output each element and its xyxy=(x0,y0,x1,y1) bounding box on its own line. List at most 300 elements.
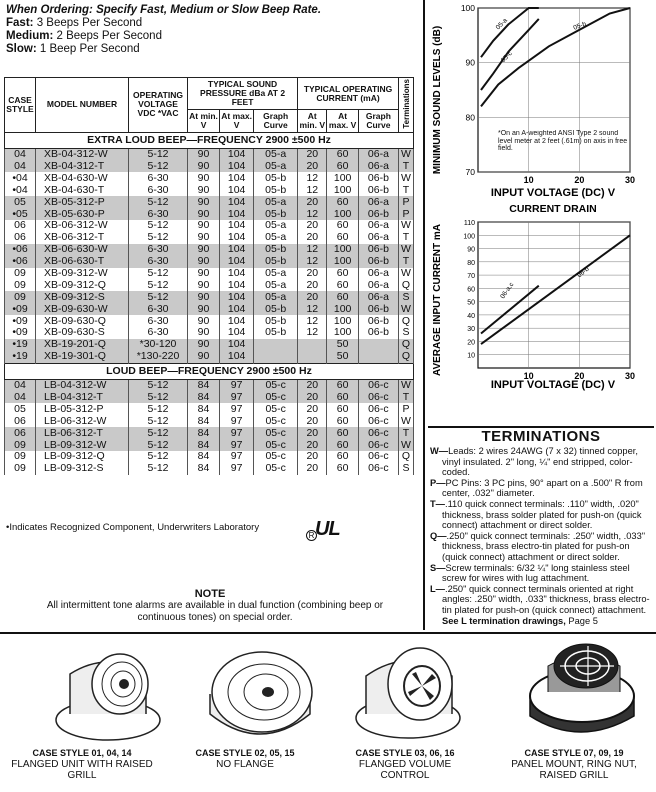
cell-cmax: 60 xyxy=(327,220,358,232)
cell-cmin: 12 xyxy=(298,256,327,268)
cell-cmax: 60 xyxy=(327,232,358,244)
cell-smin: 84 xyxy=(188,392,220,404)
cell-model: XB-05-630-P xyxy=(36,208,129,220)
cell-cg: 06-b xyxy=(358,256,398,268)
case-style-4-caption: CASE STYLE 07, 09, 19 PANEL MOUNT, RING NUT, RAISED GRILL xyxy=(511,748,637,781)
cell-cmin: 20 xyxy=(298,403,327,415)
table-row xyxy=(5,339,414,351)
c1-xtick: 20 xyxy=(574,175,585,185)
cell-smax: 104 xyxy=(220,303,254,315)
cell-model: XB-09-312-Q xyxy=(36,279,129,291)
see-ref: See L termination drawings, xyxy=(442,615,566,626)
cell-case: 06 xyxy=(5,220,36,232)
table-row xyxy=(5,403,414,415)
cell-cmax: 60 xyxy=(327,439,358,451)
col-case-style: CASE STYLE xyxy=(5,78,36,133)
cell-case: •06 xyxy=(5,256,36,268)
cell-volt: *30-120 xyxy=(129,339,188,351)
cell-smax: 104 xyxy=(220,268,254,280)
col-sound-min: At min. V xyxy=(188,110,220,133)
cell-smax: 104 xyxy=(220,279,254,291)
cell-cmin: 20 xyxy=(298,220,327,232)
c2-series-label: 06-b xyxy=(576,265,591,280)
cell-cmax: 100 xyxy=(327,327,358,339)
cell-smin: 90 xyxy=(188,327,220,339)
cell-smax: 104 xyxy=(220,244,254,256)
cell-sg: 05-a xyxy=(254,232,298,244)
c2-ytick: 30 xyxy=(467,326,475,334)
cell-case: 09 xyxy=(5,291,36,303)
c2-ytick: 40 xyxy=(467,312,475,320)
termination-text: .110 quick connect terminals: .110" width, .020" thickness, brass solder plated for push-on (quick connect) attachment or direct solder. xyxy=(442,498,642,531)
cell-model: LB-04-312-W xyxy=(36,379,129,391)
c1-ytick: 90 xyxy=(465,57,475,68)
loud-section xyxy=(5,363,414,475)
cell-smax: 104 xyxy=(220,291,254,303)
termination-code: W— xyxy=(430,446,449,456)
cell-model: XB-04-312-W xyxy=(36,148,129,160)
cell-smax: 104 xyxy=(220,220,254,232)
table-row xyxy=(5,208,414,220)
cell-cg: 06-c xyxy=(358,403,398,415)
cell-cmin: 12 xyxy=(298,244,327,256)
col-sound-graph: Graph Curve xyxy=(254,110,298,133)
table-row xyxy=(5,315,414,327)
cell-model: XB-06-630-W xyxy=(36,244,129,256)
table-row xyxy=(5,148,414,160)
cell-smax: 97 xyxy=(220,379,254,391)
terminations-title: TERMINATIONS xyxy=(481,428,601,445)
cell-cmin: 12 xyxy=(298,184,327,196)
cell-term: P xyxy=(399,196,414,208)
section-title-extra-loud: EXTRA LOUD BEEP—FREQUENCY 2900 ±500 Hz xyxy=(5,132,414,148)
table-row xyxy=(5,351,414,363)
table-row xyxy=(5,220,414,232)
cell-model: XB-05-312-P xyxy=(36,196,129,208)
termination-code: Q— xyxy=(430,530,447,541)
c2-xtick: 10 xyxy=(523,371,534,381)
cell-smin: 84 xyxy=(188,403,220,415)
cell-cmin: 20 xyxy=(298,148,327,160)
cell-cg: 06-a xyxy=(358,291,398,303)
cell-model: LB-09-312-W xyxy=(36,439,129,451)
cell-term: W xyxy=(399,268,414,280)
extra-loud-section xyxy=(5,132,414,363)
c2-ytick: 110 xyxy=(463,220,475,227)
cell-cmax: 100 xyxy=(327,184,358,196)
cell-sg: 05-a xyxy=(254,268,298,280)
cell-smin: 90 xyxy=(188,303,220,315)
termination-code: P— xyxy=(430,477,446,488)
cell-smin: 90 xyxy=(188,232,220,244)
cell-case: •04 xyxy=(5,184,36,196)
cell-cmax: 50 xyxy=(327,339,358,351)
cell-smax: 97 xyxy=(220,439,254,451)
cell-smin: 90 xyxy=(188,351,220,363)
case-illustrations xyxy=(0,636,656,748)
cell-cmin: 20 xyxy=(298,463,327,475)
section-title-loud: LOUD BEEP—FREQUENCY 2900 ±500 Hz xyxy=(5,363,414,379)
termination-code: S— xyxy=(430,562,446,573)
cell-sg: 05-c xyxy=(254,379,298,391)
cell-smax: 104 xyxy=(220,232,254,244)
cell-case: •04 xyxy=(5,172,36,184)
case-style-1-caption: CASE STYLE 01, 04, 14 FLANGED UNIT WITH RAISED GRILL xyxy=(11,748,153,781)
cell-term: W xyxy=(399,148,414,160)
cell-cmin: 20 xyxy=(298,279,327,291)
cell-cmax: 60 xyxy=(327,148,358,160)
cell-sg: 05-b xyxy=(254,244,298,256)
cell-sg: 05-b xyxy=(254,327,298,339)
table-row xyxy=(5,427,414,439)
cell-volt: 5-12 xyxy=(129,279,188,291)
cell-smin: 90 xyxy=(188,279,220,291)
termination-item xyxy=(430,530,652,563)
c2-ytick: 20 xyxy=(467,339,475,347)
cell-volt: *130-220 xyxy=(129,351,188,363)
cell-smax: 104 xyxy=(220,256,254,268)
chart2-xlabel: INPUT VOLTAGE (DC) V xyxy=(490,379,616,391)
cell-smin: 90 xyxy=(188,268,220,280)
cell-case: 05 xyxy=(5,196,36,208)
cell-cmin: 20 xyxy=(298,392,327,404)
termination-code: T— xyxy=(430,498,445,509)
cell-term: Q xyxy=(399,315,414,327)
cell-cmax: 60 xyxy=(327,196,358,208)
cell-cmin: 20 xyxy=(298,427,327,439)
c2-xtick: 20 xyxy=(574,371,585,381)
cell-term: T xyxy=(399,392,414,404)
case-style-4-illustration xyxy=(530,644,634,732)
bottom-divider xyxy=(0,632,656,634)
ordering-title: When Ordering: Specify Fast, Medium or Slow Beep Rate. xyxy=(6,4,322,16)
c2-ytick: 10 xyxy=(467,352,475,360)
cell-cg xyxy=(358,351,398,363)
case-style-3-illustration xyxy=(356,648,460,738)
cell-cmax: 60 xyxy=(327,279,358,291)
cell-term: Q xyxy=(399,351,414,363)
cell-term: S xyxy=(399,327,414,339)
table-row xyxy=(5,451,414,463)
cell-term: Q xyxy=(399,451,414,463)
termination-item xyxy=(430,583,652,626)
cell-volt: 6-30 xyxy=(129,327,188,339)
cell-volt: 6-30 xyxy=(129,208,188,220)
cell-sg: 05-a xyxy=(254,279,298,291)
cell-cmax: 60 xyxy=(327,403,358,415)
cell-term: W xyxy=(399,303,414,315)
cell-term: W xyxy=(399,244,414,256)
cell-cmin: 20 xyxy=(298,232,327,244)
cell-smin: 90 xyxy=(188,291,220,303)
cell-sg xyxy=(254,339,298,351)
cell-cmax: 100 xyxy=(327,256,358,268)
termination-text: PC Pins: 3 PC pins, 90° apart on a .500" R from center, .032" diameter. xyxy=(442,477,643,499)
cell-volt: 5-12 xyxy=(129,392,188,404)
ul-note: •Indicates Recognized Component, Underwriters Laboratory xyxy=(6,522,260,533)
cell-model: LB-06-312-W xyxy=(36,415,129,427)
cell-case: •05 xyxy=(5,208,36,220)
table-row xyxy=(5,463,414,475)
cell-smax: 97 xyxy=(220,427,254,439)
table-row xyxy=(5,268,414,280)
cell-smax: 104 xyxy=(220,315,254,327)
cell-cmin: 20 xyxy=(298,415,327,427)
cell-volt: 5-12 xyxy=(129,196,188,208)
spec-table xyxy=(4,77,414,475)
cell-sg: 05-a xyxy=(254,148,298,160)
c1-series-label: 05-c xyxy=(499,50,514,65)
cell-smax: 104 xyxy=(220,161,254,173)
cell-cmax: 100 xyxy=(327,315,358,327)
cell-sg: 05-c xyxy=(254,403,298,415)
cell-cmin: 20 xyxy=(298,451,327,463)
table-row xyxy=(5,291,414,303)
cell-cg xyxy=(358,339,398,351)
cell-model: XB-04-312-T xyxy=(36,161,129,173)
table-row xyxy=(5,244,414,256)
cell-volt: 5-12 xyxy=(129,415,188,427)
cell-sg: 05-c xyxy=(254,427,298,439)
cell-smin: 84 xyxy=(188,451,220,463)
cell-cmax: 60 xyxy=(327,268,358,280)
cell-cg: 06-a xyxy=(358,279,398,291)
sound-level-chart xyxy=(428,0,654,200)
cell-cg: 06-b xyxy=(358,208,398,220)
cell-cg: 06-b xyxy=(358,315,398,327)
cell-model: XB-09-630-W xyxy=(36,303,129,315)
cell-smin: 90 xyxy=(188,256,220,268)
cell-cg: 06-b xyxy=(358,184,398,196)
cell-volt: 5-12 xyxy=(129,463,188,475)
cell-smin: 84 xyxy=(188,427,220,439)
cell-case: •06 xyxy=(5,244,36,256)
table-row xyxy=(5,172,414,184)
cell-sg: 05-b xyxy=(254,172,298,184)
cell-smin: 90 xyxy=(188,148,220,160)
chart2-grid xyxy=(463,220,635,381)
cell-volt: 5-12 xyxy=(129,427,188,439)
c2-ytick: 80 xyxy=(467,259,475,267)
cell-volt: 5-12 xyxy=(129,161,188,173)
cell-model: LB-06-312-T xyxy=(36,427,129,439)
cell-term: S xyxy=(399,463,414,475)
cell-case: 06 xyxy=(5,427,36,439)
cell-cmax: 100 xyxy=(327,244,358,256)
cell-smax: 97 xyxy=(220,463,254,475)
case-style-3-caption: CASE STYLE 03, 06, 16 FLANGED VOLUME CONTROL xyxy=(355,748,455,781)
cell-cg: 06-a xyxy=(358,161,398,173)
page-ref: Page 5 xyxy=(568,615,598,626)
cell-term: P xyxy=(399,403,414,415)
cell-smin: 90 xyxy=(188,220,220,232)
cell-case: 04 xyxy=(5,148,36,160)
cell-term: Q xyxy=(399,279,414,291)
cell-case: 05 xyxy=(5,403,36,415)
cell-model: XB-19-301-Q xyxy=(36,351,129,363)
cell-cmax: 60 xyxy=(327,161,358,173)
cell-sg: 05-c xyxy=(254,439,298,451)
cell-model: LB-09-312-S xyxy=(36,463,129,475)
cell-smax: 104 xyxy=(220,351,254,363)
table-row xyxy=(5,327,414,339)
cell-volt: 5-12 xyxy=(129,232,188,244)
cell-cg: 06-b xyxy=(358,327,398,339)
cell-cmax: 60 xyxy=(327,463,358,475)
cell-term: P xyxy=(399,208,414,220)
cell-case: •09 xyxy=(5,303,36,315)
cell-case: 09 xyxy=(5,268,36,280)
termination-text: Screw terminals: 6/32 ¼" long stainless steel screw for wires with lug attachment. xyxy=(442,562,630,584)
beep-rate-fast: Fast: 3 Beeps Per Second xyxy=(6,17,143,29)
termination-item xyxy=(430,498,652,531)
cell-sg: 05-a xyxy=(254,196,298,208)
cell-cg: 06-a xyxy=(358,148,398,160)
cell-case: 04 xyxy=(5,392,36,404)
cell-volt: 6-30 xyxy=(129,244,188,256)
cell-smax: 104 xyxy=(220,208,254,220)
col-current-min: At min. V xyxy=(298,110,327,133)
cell-volt: 6-30 xyxy=(129,172,188,184)
cell-smax: 104 xyxy=(220,184,254,196)
cell-cmin xyxy=(298,339,327,351)
cell-case: 09 xyxy=(5,439,36,451)
cell-sg: 05-b xyxy=(254,208,298,220)
chart2-ylabel: AVERAGE INPUT CURRENT mA xyxy=(432,223,443,377)
c1-xtick: 30 xyxy=(624,175,636,185)
cell-case: 09 xyxy=(5,451,36,463)
cell-cmin: 12 xyxy=(298,315,327,327)
cell-volt: 6-30 xyxy=(129,303,188,315)
cell-model: LB-04-312-T xyxy=(36,392,129,404)
note-body: All intermittent tone alarms are available in dual function (combining beep or continuous tones) on special order. xyxy=(46,600,384,623)
chart2-lines xyxy=(481,235,630,344)
cell-sg xyxy=(254,351,298,363)
chart2-title: CURRENT DRAIN xyxy=(509,203,597,215)
cell-term: Q xyxy=(399,339,414,351)
table-row xyxy=(5,279,414,291)
cell-term: T xyxy=(399,232,414,244)
termination-text: .250" quick connect terminals oriented at right angles: .250" width, .033" thickness, brass electro-tin plated for push-on (quick connect) attachment. xyxy=(442,583,650,615)
cell-cg: 06-a xyxy=(358,196,398,208)
cell-smin: 84 xyxy=(188,463,220,475)
table-row xyxy=(5,379,414,391)
cell-cg: 06-c xyxy=(358,427,398,439)
cell-model: XB-09-312-W xyxy=(36,268,129,280)
cell-cg: 06-b xyxy=(358,303,398,315)
cell-sg: 05-a xyxy=(254,291,298,303)
cell-term: W xyxy=(399,172,414,184)
cell-case: 09 xyxy=(5,279,36,291)
cell-smin: 90 xyxy=(188,196,220,208)
cell-model: XB-06-630-T xyxy=(36,256,129,268)
c2-series-label: 06-a,c xyxy=(499,281,516,301)
cell-cmin: 12 xyxy=(298,172,327,184)
cell-volt: 5-12 xyxy=(129,439,188,451)
cell-cg: 06-c xyxy=(358,439,398,451)
cell-volt: 5-12 xyxy=(129,148,188,160)
termination-text: .250" quick connect terminals: .250" width, .033" thickness, brass electro-tin plated for push-on (quick connect) attachment or direct solder. xyxy=(442,530,646,562)
cell-cmin: 12 xyxy=(298,303,327,315)
cell-smin: 90 xyxy=(188,172,220,184)
col-current-graph: Graph Curve xyxy=(358,110,398,133)
chart1-footnote-box xyxy=(498,130,628,170)
c2-ytick: 90 xyxy=(467,246,475,254)
c1-xtick: 10 xyxy=(523,175,534,185)
cell-model: XB-04-630-T xyxy=(36,184,129,196)
cell-case: 04 xyxy=(5,379,36,391)
cell-cmax: 100 xyxy=(327,208,358,220)
cell-volt: 5-12 xyxy=(129,268,188,280)
cell-sg: 05-c xyxy=(254,463,298,475)
chart1-ylabel: MINIMUM SOUND LEVELS (dB) xyxy=(432,25,443,175)
cell-term: W xyxy=(399,439,414,451)
cell-smin: 84 xyxy=(188,415,220,427)
cell-cg: 06-a xyxy=(358,268,398,280)
c1-ytick: 70 xyxy=(465,167,475,177)
col-terminations: Terminations xyxy=(399,78,414,133)
case-style-2-illustration xyxy=(210,652,312,734)
cell-sg: 05-a xyxy=(254,220,298,232)
ul-logo: UL xyxy=(315,518,340,540)
col-sound-max: At max. V xyxy=(220,110,254,133)
cell-cg: 06-a xyxy=(358,232,398,244)
cell-case: •09 xyxy=(5,327,36,339)
cell-term: W xyxy=(399,220,414,232)
cell-sg: 05-a xyxy=(254,161,298,173)
cell-volt: 5-12 xyxy=(129,451,188,463)
cell-model: XB-06-312-W xyxy=(36,220,129,232)
cell-sg: 05-c xyxy=(254,392,298,404)
col-current-max: At max. V xyxy=(327,110,358,133)
chart1-xlabel: INPUT VOLTAGE (DC) V xyxy=(490,187,616,199)
col-operating-current: TYPICAL OPERATING CURRENT (mA) xyxy=(298,78,399,110)
cell-model: LB-09-312-Q xyxy=(36,451,129,463)
col-sound-pressure: TYPICAL SOUND PRESSURE dBa AT 2 FEET xyxy=(188,78,298,110)
cell-term: T xyxy=(399,161,414,173)
cell-volt: 6-30 xyxy=(129,315,188,327)
cell-sg: 05-b xyxy=(254,315,298,327)
cell-cg: 06-a xyxy=(358,220,398,232)
cell-smax: 97 xyxy=(220,392,254,404)
cell-cmin: 20 xyxy=(298,439,327,451)
table-row xyxy=(5,415,414,427)
c1-series-label: 05-a xyxy=(494,17,509,32)
cell-smin: 90 xyxy=(188,208,220,220)
cell-case: 06 xyxy=(5,232,36,244)
cell-cmin xyxy=(298,351,327,363)
terminations-list xyxy=(430,446,652,626)
cell-case: 06 xyxy=(5,415,36,427)
table-row xyxy=(5,439,414,451)
cell-volt: 5-12 xyxy=(129,403,188,415)
c2-xtick: 30 xyxy=(624,371,636,381)
cell-sg: 05-b xyxy=(254,303,298,315)
c2-ytick: 100 xyxy=(463,233,475,241)
note-title: NOTE xyxy=(194,588,226,600)
cell-cg: 06-c xyxy=(358,379,398,391)
cell-cg: 06-c xyxy=(358,415,398,427)
cell-cmin: 20 xyxy=(298,161,327,173)
cell-sg: 05-b xyxy=(254,184,298,196)
cell-model: XB-04-630-W xyxy=(36,172,129,184)
cell-smax: 97 xyxy=(220,403,254,415)
termination-text: Leads: 2 wires 24AWG (7 x 32) tinned copper, vinyl insulated. 2" long, ¼" end stripped, color-coded. xyxy=(442,446,638,478)
cell-smin: 90 xyxy=(188,184,220,196)
cell-smin: 90 xyxy=(188,339,220,351)
table-row xyxy=(5,161,414,173)
cell-volt: 5-12 xyxy=(129,220,188,232)
